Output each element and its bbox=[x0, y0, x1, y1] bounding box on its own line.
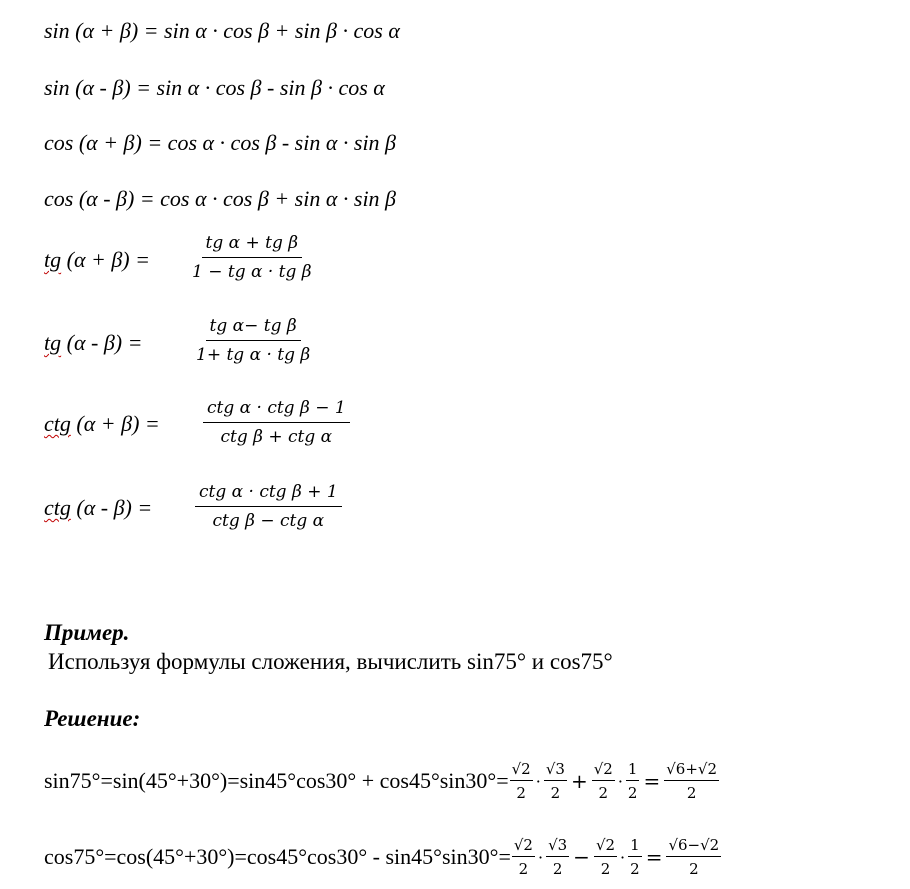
formula-cos-diff: cos (α - β) = cos α · cos β + sin α · sin β bbox=[44, 186, 397, 211]
tg-sum-denominator: 1 − tg α · tg β bbox=[192, 262, 312, 282]
calc-cos75-frac3 bbox=[594, 836, 617, 878]
calc-sin75 bbox=[44, 760, 720, 802]
frac-numerator: 1 bbox=[626, 760, 640, 781]
dot-operator: · bbox=[617, 771, 623, 791]
frac-numerator: √2 bbox=[512, 836, 535, 857]
solution-heading: Решение: bbox=[44, 706, 141, 731]
tg-sum-fraction bbox=[188, 232, 316, 283]
calc-cos75-lhs: cos75°=cos(45°+30°)=cos45°cos30° - sin45°sin30°= bbox=[44, 844, 511, 869]
ctg-diff-denominator: ctg β − ctg α bbox=[212, 511, 325, 531]
dot-operator: · bbox=[620, 847, 626, 867]
ctg-sum-fn: ctg bbox=[44, 411, 71, 436]
frac-denominator: 2 bbox=[598, 784, 609, 802]
example-heading: Пример. bbox=[44, 620, 130, 645]
equals-sign: = bbox=[643, 769, 661, 793]
formula-ctg-sum-lhs bbox=[44, 410, 160, 438]
calc-cos75-frac4 bbox=[628, 836, 642, 878]
calc-sin75-frac1 bbox=[510, 760, 533, 802]
frac-numerator: √2 bbox=[592, 760, 615, 781]
frac-denominator: 2 bbox=[552, 860, 563, 878]
dot-operator: · bbox=[535, 771, 541, 791]
tg-diff-fraction bbox=[192, 315, 314, 366]
ctg-sum-numerator: ctg α · ctg β − 1 bbox=[203, 397, 350, 423]
frac-denominator: 2 bbox=[689, 860, 699, 878]
frac-denominator: 2 bbox=[550, 784, 561, 802]
dot-operator: · bbox=[537, 847, 544, 867]
calc-cos75-op: − bbox=[573, 845, 590, 869]
tg-diff-args: (α - β) = bbox=[61, 330, 143, 355]
ctg-diff-fn: ctg bbox=[44, 495, 71, 520]
ctg-sum-denominator: ctg β + ctg α bbox=[220, 427, 333, 447]
ctg-diff-args: (α - β) = bbox=[70, 495, 153, 520]
frac-numerator: 1 bbox=[628, 836, 642, 857]
calc-sin75-frac4 bbox=[626, 760, 640, 802]
formula-ctg-diff-lhs bbox=[44, 494, 152, 522]
frac-numerator: √3 bbox=[546, 836, 569, 857]
frac-denominator: 2 bbox=[686, 784, 697, 802]
calc-cos75-result bbox=[666, 836, 721, 878]
ctg-sum-fraction bbox=[203, 397, 350, 448]
frac-denominator: 2 bbox=[630, 860, 640, 878]
calc-cos75-frac2 bbox=[546, 836, 569, 878]
ctg-diff-fraction bbox=[195, 481, 342, 532]
formula-sin-sum: sin (α + β) = sin α · cos β + sin β · cos α bbox=[44, 18, 400, 43]
frac-denominator: 2 bbox=[516, 784, 526, 802]
tg-sum-fn: tg bbox=[44, 247, 62, 272]
frac-denominator: 2 bbox=[600, 860, 611, 878]
tg-diff-numerator: tg α− tg β bbox=[206, 315, 301, 341]
tg-sum-args: (α + β) = bbox=[61, 247, 150, 272]
calc-cos75-frac1 bbox=[512, 836, 535, 878]
frac-numerator: √6+√2 bbox=[664, 760, 719, 781]
frac-numerator: √3 bbox=[544, 760, 567, 781]
formula-sin-diff: sin (α - β) = sin α · cos β - sin β · cos α bbox=[44, 75, 385, 100]
frac-numerator: √2 bbox=[510, 760, 533, 781]
frac-numerator: √6−√2 bbox=[666, 836, 721, 857]
calc-sin75-frac2 bbox=[544, 760, 567, 802]
ctg-sum-args: (α + β) = bbox=[70, 411, 160, 436]
formula-cos-sum: cos (α + β) = cos α · cos β - sin α · sin β bbox=[44, 130, 397, 155]
tg-diff-fn: tg bbox=[44, 330, 62, 355]
calc-sin75-result bbox=[664, 760, 719, 802]
tg-diff-denominator: 1+ tg α · tg β bbox=[196, 345, 311, 365]
frac-denominator: 2 bbox=[627, 784, 638, 802]
calc-sin75-op: + bbox=[570, 769, 588, 793]
tg-sum-numerator: tg α + tg β bbox=[202, 232, 303, 258]
calc-sin75-lhs: sin75°=sin(45°+30°)=sin45°cos30° + cos45°sin30°= bbox=[44, 768, 509, 793]
calc-sin75-frac3 bbox=[592, 760, 615, 802]
equals-sign: = bbox=[645, 845, 663, 869]
example-task: Используя формулы сложения, вычислить sin75° и cos75° bbox=[48, 649, 613, 674]
calc-cos75 bbox=[44, 836, 722, 878]
frac-denominator: 2 bbox=[518, 860, 529, 878]
formula-tg-diff-lhs bbox=[44, 329, 142, 357]
formula-tg-sum-lhs bbox=[44, 246, 150, 274]
frac-numerator: √2 bbox=[594, 836, 617, 857]
ctg-diff-numerator: ctg α · ctg β + 1 bbox=[195, 481, 342, 507]
